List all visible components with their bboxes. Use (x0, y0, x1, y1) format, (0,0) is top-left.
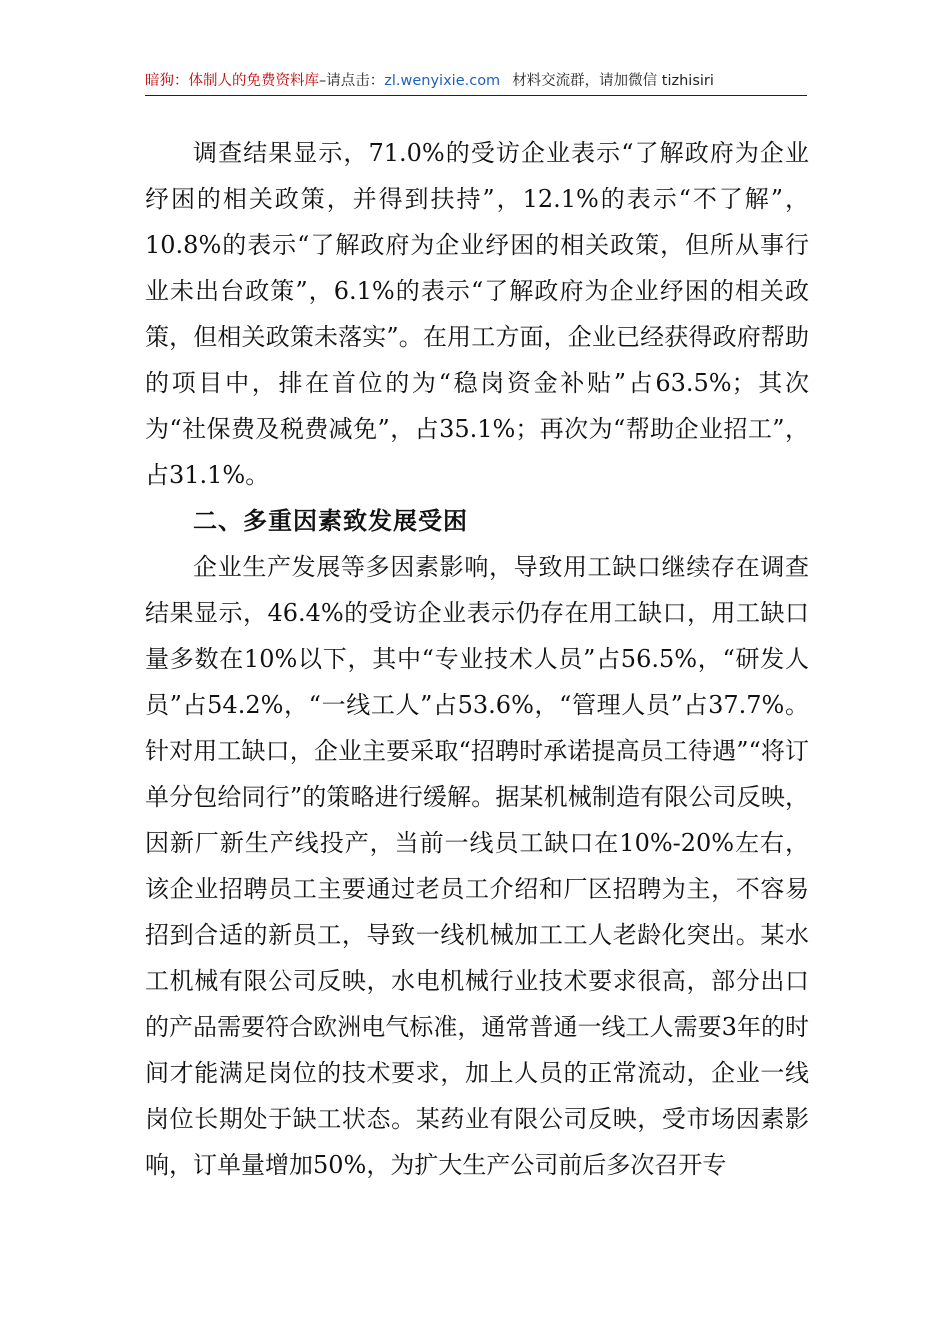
section-heading: 二、多重因素致发展受困 (193, 507, 468, 535)
page-header (145, 68, 805, 94)
body-paragraph-1: 调查结果显示，71.0%的受访企业表示“了解政府为企业纾困的相关政策，并得到扶持”，12.1%的表示“不了解”，10.8%的表示“了解政府为企业纾困的相关政策，但所从事行业未出台政策”，6.1%的表示“了解政府为企业纾困的相关政策，但相关政策未落实”。在用工方面，企业已经获得政府帮助的项目中，排在首位的为“稳岗资金补贴”占63.5%；其次为“社保费及税费减免”，占35.1%；再次为“帮助企业招工”，占31.1%。 (145, 139, 809, 489)
body-paragraph-2: 企业生产发展等多因素影响，导致用工缺口继续存在调查结果显示，46.4%的受访企业表示仍存在用工缺口，用工缺口量多数在10%以下，其中“专业技术人员”占56.5%，“研发人员”占54.2%，“一线工人”占53.6%，“管理人员”占37.7%。针对用工缺口，企业主要采取“招聘时承诺提高员工待遇”“将订单分包给同行”的策略进行缓解。据某机械制造有限公司反映，因新厂新生产线投产，当前一线员工缺口在10%-20%左右，该企业招聘员工主要通过老员工介绍和厂区招聘为主，不容易招到合适的新员工，导致一线机械加工工人老龄化突出。某水工机械有限公司反映，水电机械行业技术要求很高，部分出口的产品需要符合欧洲电气标准，通常普通一线工人需要3年的时间才能满足岗位的技术要求，加上人员的正常流动，企业一线岗位长期处于缺工状态。某药业有限公司反映，受市场因素影响，订单量增加50%，为扩大生产公司前后多次召开专 (145, 553, 809, 1179)
header-brand: 暗狗：体制人的免费资料库 (145, 73, 319, 89)
header-contact: 材料交流群，请加微信 tizhisiri (512, 73, 714, 89)
document-body (145, 130, 809, 1188)
header-link[interactable]: zl.wenyixie.com (384, 73, 501, 89)
header-separator: –请点击： (319, 73, 385, 89)
header-divider (145, 95, 807, 96)
